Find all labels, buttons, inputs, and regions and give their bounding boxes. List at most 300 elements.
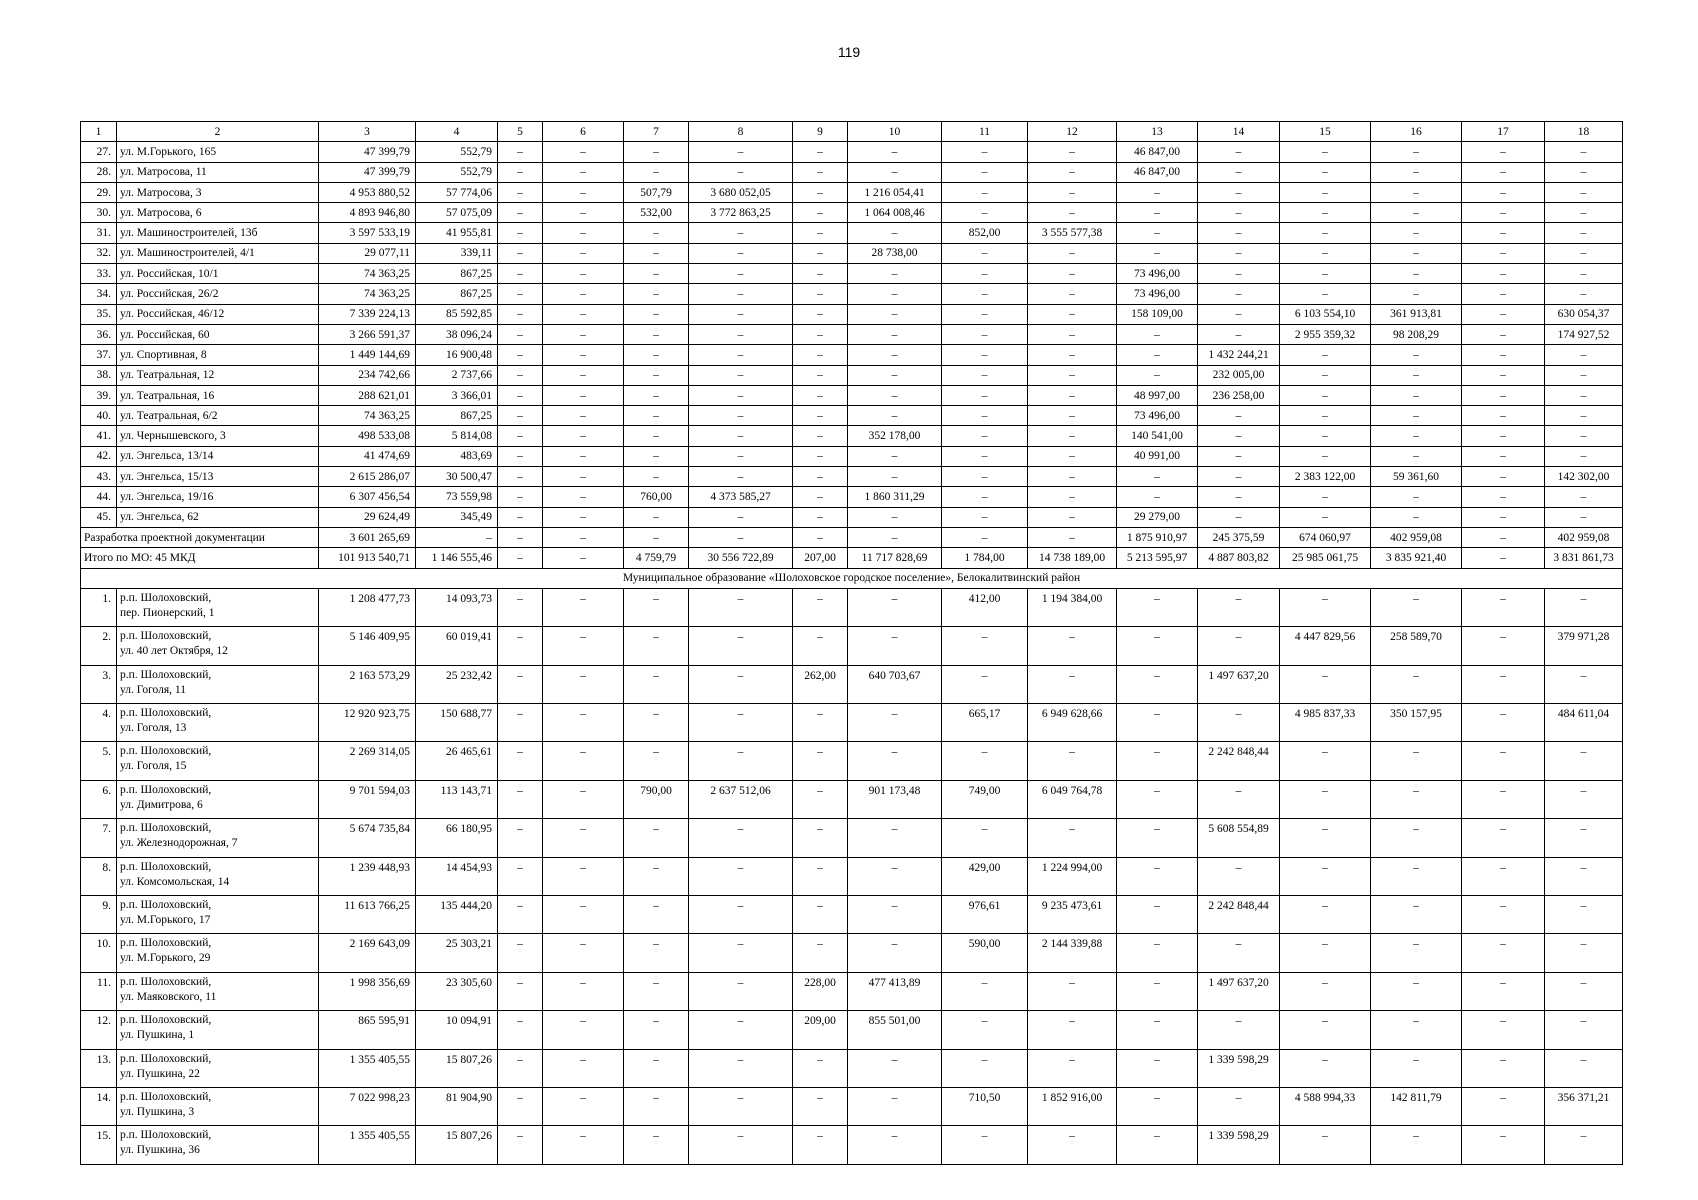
table-cell: – [624,819,689,857]
table-row [81,446,1623,466]
row-number: 13. [81,1049,117,1087]
table-cell: – [1028,284,1117,304]
table-cell: 507,79 [624,182,689,202]
table-cell: – [543,304,624,324]
table-cell: – [1117,627,1198,665]
table-cell: – [1462,742,1545,780]
address-line-2: ул. Пушкина, 22 [120,1067,200,1080]
table-cell: 85 592,85 [416,304,498,324]
table-cell: – [1280,365,1371,385]
table-cell: 1 355 405,55 [319,1049,416,1087]
table-cell: – [1117,203,1198,223]
table-cell: 867,25 [416,264,498,284]
table-cell: – [942,304,1028,324]
address-line-1: р.п. Шолоховский, [120,783,212,796]
table-cell: – [624,324,689,344]
table-cell: 630 054,37 [1545,304,1623,324]
table-row [81,895,1623,933]
table-cell: 855 501,00 [848,1011,942,1049]
table-cell: – [543,780,624,818]
table-cell: 11 717 828,69 [848,548,942,568]
design-docs-row-label: Разработка проектной документации [81,527,319,547]
table-cell: – [848,857,942,895]
table-cell: – [1028,365,1117,385]
address-cell: ул. Театральная, 6/2 [117,406,319,426]
table-cell: – [1545,142,1623,162]
address-cell: ул. Театральная, 16 [117,385,319,405]
table-cell: – [942,365,1028,385]
table-cell: – [1028,345,1117,365]
table-cell: – [498,819,543,857]
table-cell: 352 178,00 [848,426,942,446]
table-cell: 2 737,66 [416,365,498,385]
table-cell: – [543,507,624,527]
table-cell: 4 893 946,80 [319,203,416,223]
table-cell: – [942,527,1028,547]
address-line-2: ул. Пушкина, 3 [120,1105,195,1118]
table-cell: – [543,588,624,626]
address-cell [117,588,319,626]
table-cell: 14 093,73 [416,588,498,626]
table-cell: 66 180,95 [416,819,498,857]
address-line-1: р.п. Шолоховский, [120,898,212,911]
table-cell: – [793,446,848,466]
table-cell: – [624,365,689,385]
table-cell: – [498,780,543,818]
table-cell: 5 608 554,89 [1198,819,1280,857]
table-cell: – [543,467,624,487]
table-cell: 402 959,08 [1371,527,1462,547]
row-number: 32. [81,243,117,263]
table-cell: 2 383 122,00 [1280,467,1371,487]
table-cell: 258 589,70 [1371,627,1462,665]
table-cell: – [689,467,793,487]
table-row [81,934,1623,972]
row-number: 37. [81,345,117,365]
table-cell: – [848,527,942,547]
table-cell: – [1280,742,1371,780]
table-cell: – [793,142,848,162]
address-line-2: ул. Гоголя, 13 [120,722,187,734]
table-cell: – [543,385,624,405]
table-cell: 81 904,90 [416,1087,498,1125]
table-cell: – [1545,1011,1623,1049]
table-cell: – [1462,527,1545,547]
table-cell: – [1462,446,1545,466]
table-cell: 3 555 577,38 [1028,223,1117,243]
table-cell: – [1280,588,1371,626]
table-cell: 11 613 766,25 [319,895,416,933]
table-row [81,487,1623,507]
table-cell: – [689,627,793,665]
table-cell: – [1371,345,1462,365]
table-cell: – [848,588,942,626]
table-cell: – [1371,203,1462,223]
column-header: 15 [1280,122,1371,142]
table-cell: 25 985 061,75 [1280,548,1371,568]
address-line-1: р.п. Шолоховский, [120,822,212,835]
table-cell: 23 305,60 [416,972,498,1010]
table-cell: – [1198,182,1280,202]
table-cell: – [1545,588,1623,626]
table-cell: – [498,1011,543,1049]
row-number: 7. [81,819,117,857]
table-cell: – [1028,264,1117,284]
row-number: 15. [81,1126,117,1164]
table-cell: – [1462,1126,1545,1164]
table-cell: – [1028,426,1117,446]
table-cell: – [1280,264,1371,284]
table-cell: – [689,142,793,162]
table-cell: – [1117,742,1198,780]
column-header: 8 [689,122,793,142]
table-cell: – [1117,780,1198,818]
table-cell: – [543,203,624,223]
table-cell: 46 847,00 [1117,142,1198,162]
table-cell: – [793,527,848,547]
table-cell: – [689,284,793,304]
address-line-2: ул. М.Горького, 29 [120,952,211,965]
table-cell: 3 835 921,40 [1371,548,1462,568]
table-cell: 4 953 880,52 [319,182,416,202]
table-cell: – [1545,665,1623,703]
table-cell: – [942,1011,1028,1049]
table-cell: – [624,162,689,182]
table-cell: – [848,704,942,742]
row-number: 29. [81,182,117,202]
address-cell: ул. Энгельса, 62 [117,507,319,527]
table-cell: – [1371,142,1462,162]
table-cell: 29 624,49 [319,507,416,527]
table-cell: – [1117,223,1198,243]
table-cell: – [1198,162,1280,182]
table-cell: 236 258,00 [1198,385,1280,405]
table-cell: – [689,507,793,527]
table-cell: 1 497 637,20 [1198,972,1280,1010]
table-cell: – [942,742,1028,780]
table-row [81,243,1623,263]
table-cell: – [1028,467,1117,487]
address-cell: ул. Энгельса, 19/16 [117,487,319,507]
table-cell: – [793,934,848,972]
table-cell: – [1028,972,1117,1010]
table-cell: – [498,588,543,626]
table-cell: 749,00 [942,780,1028,818]
table-cell: – [942,406,1028,426]
table-cell: 14 454,93 [416,857,498,895]
table-cell: 6 049 764,78 [1028,780,1117,818]
table-cell: – [1028,446,1117,466]
table-cell: – [498,182,543,202]
table-cell: – [498,934,543,972]
table-cell: – [793,1049,848,1087]
column-header: 13 [1117,122,1198,142]
table-cell: 402 959,08 [1545,527,1623,547]
address-line-1: р.п. Шолоховский, [120,1014,212,1027]
table-cell: – [1545,406,1623,426]
table-cell: – [1462,1049,1545,1087]
row-number: 41. [81,426,117,446]
table-cell: 339,11 [416,243,498,263]
table-cell: 640 703,67 [848,665,942,703]
table-cell: – [942,1049,1028,1087]
table-cell: – [1117,588,1198,626]
table-row [81,426,1623,446]
table-cell: – [1545,1126,1623,1164]
table-cell: – [1198,467,1280,487]
table-cell: – [624,1126,689,1164]
table-cell: 356 371,21 [1545,1087,1623,1125]
table-cell: – [689,223,793,243]
table-cell: – [1198,243,1280,263]
table-cell: 3 831 861,73 [1545,548,1623,568]
table-cell: – [1028,665,1117,703]
table-cell: – [689,895,793,933]
table-cell: 14 738 189,00 [1028,548,1117,568]
row-number: 6. [81,780,117,818]
table-row [81,264,1623,284]
table-cell: – [624,142,689,162]
table-cell: – [1371,1011,1462,1049]
table-cell: 4 447 829,56 [1280,627,1371,665]
table-cell: 57 075,09 [416,203,498,223]
table-row [81,819,1623,857]
table-cell: – [1462,1087,1545,1125]
table-cell: – [942,284,1028,304]
table-cell: – [543,1087,624,1125]
table-cell: – [498,895,543,933]
table-cell: – [498,365,543,385]
table-cell: – [689,446,793,466]
table-cell: – [624,446,689,466]
table-cell: – [543,742,624,780]
table-cell: – [1280,406,1371,426]
table-cell: – [942,345,1028,365]
table-cell: – [543,406,624,426]
table-cell: – [1280,507,1371,527]
table-cell: – [543,223,624,243]
table-cell: – [1371,223,1462,243]
table-cell: – [793,304,848,324]
table-cell: – [1028,324,1117,344]
table-cell: – [793,1126,848,1164]
table-cell: – [543,1126,624,1164]
table-cell: – [1545,507,1623,527]
table-cell: – [498,264,543,284]
table-cell: – [543,324,624,344]
column-header: 4 [416,122,498,142]
table-cell: – [1462,704,1545,742]
table-cell: – [1545,182,1623,202]
table-cell: – [689,162,793,182]
table-cell: – [1028,1011,1117,1049]
address-line-1: р.п. Шолоховский, [120,1090,212,1103]
table-cell: – [1028,627,1117,665]
table-cell: – [624,223,689,243]
table-cell: – [1028,1049,1117,1087]
address-line-1: р.п. Шолоховский, [120,1129,212,1142]
table-cell: – [942,507,1028,527]
table-cell: – [498,665,543,703]
table-cell: – [1462,345,1545,365]
table-cell: – [498,243,543,263]
address-cell: ул. Матросова, 6 [117,203,319,223]
table-cell: 29 077,11 [319,243,416,263]
table-cell: 867,25 [416,284,498,304]
column-header: 9 [793,122,848,142]
table-cell: – [1545,203,1623,223]
table-cell: – [689,665,793,703]
table-cell: – [793,780,848,818]
table-cell: – [848,324,942,344]
table-cell: – [498,162,543,182]
table-cell: – [942,142,1028,162]
table-cell: – [1280,1049,1371,1087]
table-cell: – [689,345,793,365]
table-cell: – [416,527,498,547]
design-docs-row [81,527,1623,547]
table-row [81,365,1623,385]
table-cell: – [1545,345,1623,365]
table-cell: 901 173,48 [848,780,942,818]
table-cell: – [1280,1011,1371,1049]
table-cell: – [1462,284,1545,304]
table-cell: – [1462,487,1545,507]
table-cell: – [1280,857,1371,895]
table-cell: 2 615 286,07 [319,467,416,487]
table-cell: 232 005,00 [1198,365,1280,385]
table-cell: – [1198,142,1280,162]
table-cell: – [1462,780,1545,818]
table-cell: – [1280,182,1371,202]
address-cell [117,780,319,818]
table-cell: 3 601 265,69 [319,527,416,547]
address-cell [117,934,319,972]
table-cell: – [498,426,543,446]
table-cell: – [1028,162,1117,182]
table-cell: 484 611,04 [1545,704,1623,742]
table-cell: – [793,487,848,507]
table-cell: 25 303,21 [416,934,498,972]
table-cell: – [793,467,848,487]
table-cell: – [1280,895,1371,933]
table-row [81,1049,1623,1087]
table-row [81,588,1623,626]
table-cell: 3 266 591,37 [319,324,416,344]
row-number: 38. [81,365,117,385]
table-cell: – [498,548,543,568]
table-cell: – [498,857,543,895]
table-cell: 74 363,25 [319,264,416,284]
table-row [81,1126,1623,1164]
table-cell: – [1462,819,1545,857]
table-row [81,162,1623,182]
table-cell: 101 913 540,71 [319,548,416,568]
table-cell: 1 852 916,00 [1028,1087,1117,1125]
table-cell: – [1371,895,1462,933]
table-header-row [81,122,1623,142]
table-cell: 209,00 [793,1011,848,1049]
table-cell: – [793,182,848,202]
table-cell: – [1028,406,1117,426]
table-cell: – [1198,406,1280,426]
table-cell: – [1545,446,1623,466]
table-cell: 790,00 [624,780,689,818]
table-cell: 710,50 [942,1087,1028,1125]
column-header: 6 [543,122,624,142]
table-cell: 674 060,97 [1280,527,1371,547]
table-cell: 41 474,69 [319,446,416,466]
table-cell: – [689,857,793,895]
table-cell: – [848,507,942,527]
address-cell: ул. Российская, 10/1 [117,264,319,284]
table-cell: 4 985 837,33 [1280,704,1371,742]
table-cell: – [1198,446,1280,466]
table-cell: – [793,857,848,895]
table-cell: – [1462,223,1545,243]
table-cell: 1 860 311,29 [848,487,942,507]
table-cell: 552,79 [416,142,498,162]
table-cell: – [624,426,689,446]
table-cell: – [624,742,689,780]
table-cell: – [1371,780,1462,818]
table-row [81,1011,1623,1049]
table-cell: – [793,162,848,182]
row-number: 5. [81,742,117,780]
table-cell: – [1280,819,1371,857]
table-cell: – [624,704,689,742]
table-cell: 4 887 803,82 [1198,548,1280,568]
address-cell: ул. Матросова, 11 [117,162,319,182]
table-cell: 5 814,08 [416,426,498,446]
row-number: 3. [81,665,117,703]
table-cell: 350 157,95 [1371,704,1462,742]
table-cell: – [543,365,624,385]
table-cell: – [1280,385,1371,405]
table-cell: – [624,1087,689,1125]
address-cell: ул. Энгельса, 13/14 [117,446,319,466]
table-cell: – [1280,446,1371,466]
table-cell: – [942,819,1028,857]
table-cell: – [689,1011,793,1049]
table-cell: 345,49 [416,507,498,527]
table-cell: – [1280,934,1371,972]
table-cell: – [624,304,689,324]
table-cell: – [1198,304,1280,324]
table-cell: – [1117,857,1198,895]
row-number: 9. [81,895,117,933]
table-cell: – [848,385,942,405]
table-cell: – [543,243,624,263]
table-cell: 30 556 722,89 [689,548,793,568]
table-cell: – [689,426,793,446]
table-row [81,406,1623,426]
row-number: 28. [81,162,117,182]
table-cell: – [543,446,624,466]
address-line-2: ул. Димитрова, 6 [120,798,203,811]
table-cell: 760,00 [624,487,689,507]
table-row [81,627,1623,665]
table-row [81,203,1623,223]
table-cell: 15 807,26 [416,1049,498,1087]
table-cell: – [1117,1011,1198,1049]
row-number: 40. [81,406,117,426]
table-cell: – [1545,1049,1623,1087]
table-cell: – [1462,365,1545,385]
table-cell: – [1028,819,1117,857]
table-cell: – [543,704,624,742]
table-cell: – [848,264,942,284]
